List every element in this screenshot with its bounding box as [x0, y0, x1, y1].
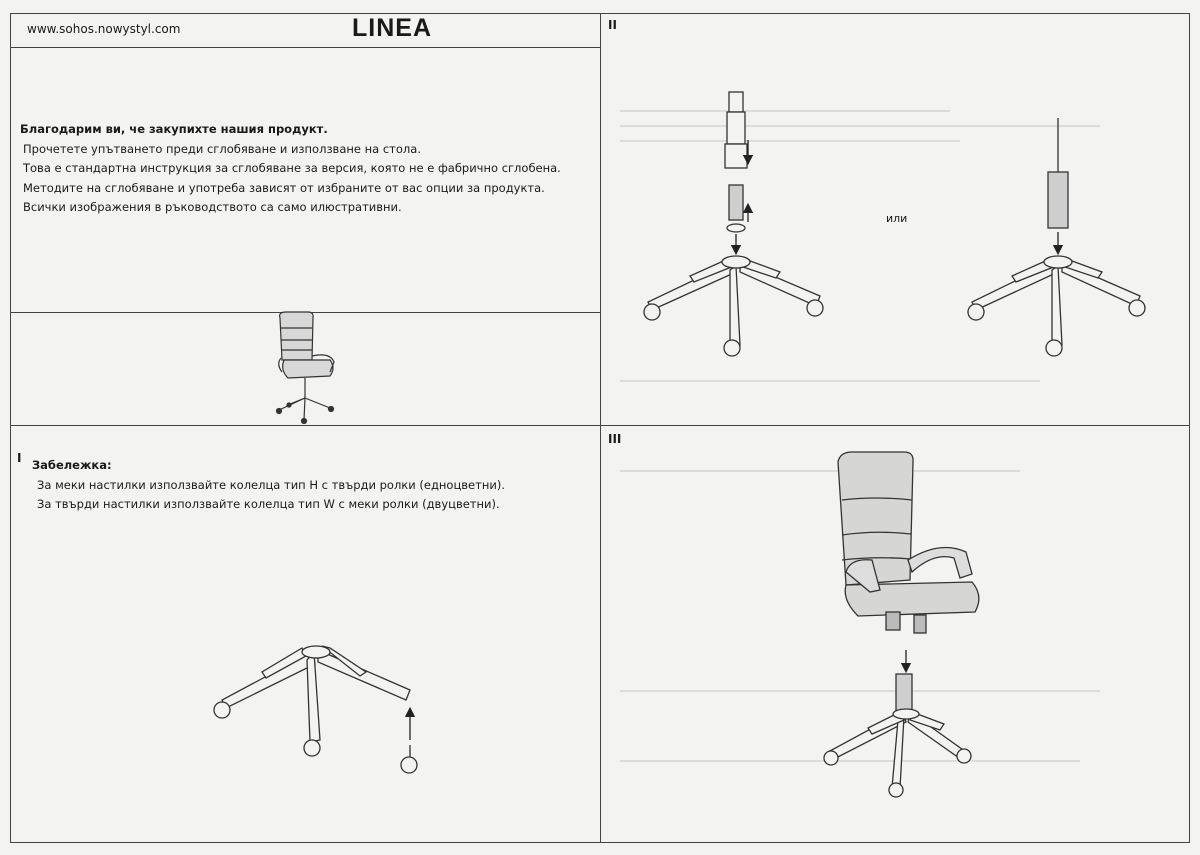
seat-onto-base-illustration: [824, 452, 979, 797]
note-line: За меки настилки използвайте колелца тип H с твърди ролки (едноцветни).: [37, 477, 505, 492]
step-two-label: II: [608, 18, 617, 32]
step-three-label: III: [608, 432, 622, 446]
gas-lift-assembly-illustration: [644, 92, 823, 356]
alternative-label: или: [886, 212, 908, 225]
intro-lead: Благодарим ви, че закупихте нашия продукт.: [20, 122, 328, 136]
intro-line: Методите на сглобяване и употреба зависят от избраните от вас опции за продукта.: [23, 180, 545, 195]
intro-line: Всички изображения в ръководството са само илюстративни.: [23, 200, 402, 214]
note-line: За твърди настилки използвайте колелца тип W с меки ролки (двуцветни).: [37, 497, 500, 511]
assembled-base-illustration: [968, 118, 1145, 356]
intro-line: Прочетете упътването преди сглобяване и използване на стола.: [23, 141, 421, 156]
step-one-label: I: [17, 451, 22, 465]
chair-thumbnail-illustration: [277, 312, 335, 424]
note-heading: Забележка:: [32, 458, 112, 472]
intro-line: Това е стандартна инструкция за сглобяване за версия, която не е фабрично сглобена.: [23, 161, 561, 175]
product-title: LINEA: [352, 14, 432, 42]
base-with-caster-illustration: [214, 646, 417, 773]
website-url: www.sohos.nowystyl.com: [27, 22, 181, 36]
